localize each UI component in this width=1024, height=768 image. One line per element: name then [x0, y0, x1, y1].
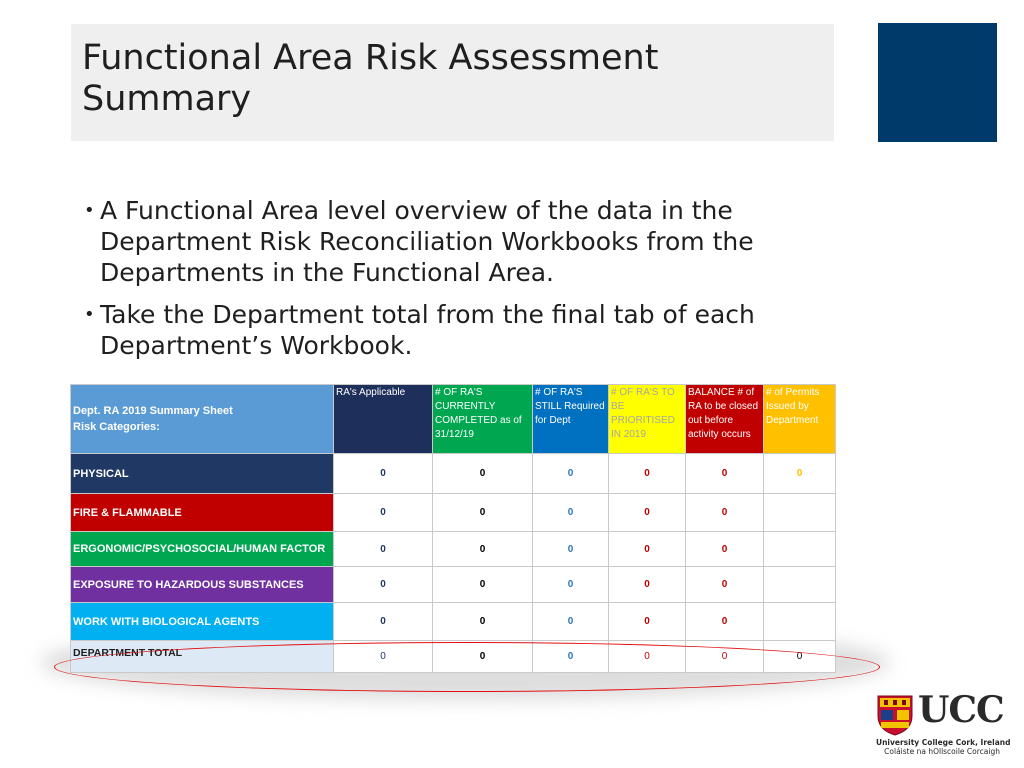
title-box [71, 24, 834, 141]
corner-accent-block [878, 23, 997, 142]
table-cell: 0 [334, 603, 433, 641]
table-cell: 0 [609, 454, 686, 494]
table-cell: 0 [334, 454, 433, 494]
table-cell: 0 [533, 532, 609, 567]
table-row [71, 532, 836, 567]
table-cell: 0 [533, 603, 609, 641]
risk-summary-table [70, 384, 836, 673]
table-cell: 0 [533, 454, 609, 494]
table-cell: 0 [764, 454, 836, 494]
total-cell: 0 [334, 641, 433, 673]
table-cell: 0 [433, 494, 533, 532]
table-cell: 0 [609, 567, 686, 603]
table-cell: 0 [609, 603, 686, 641]
table-cell: 0 [609, 532, 686, 567]
table-header-row [71, 385, 836, 454]
table-row [71, 494, 836, 532]
logo-subtitle-ga: Coláiste na hOllscoile Corcaigh [884, 747, 1000, 756]
total-cell: 0 [686, 641, 764, 673]
table-cell: 0 [609, 494, 686, 532]
total-cell: 0 [764, 641, 836, 673]
table-cell: 0 [433, 532, 533, 567]
table-row [71, 454, 836, 494]
bullet-item: • Take the Department total from the final tab of each Department’s Workbook. [84, 300, 755, 360]
total-label: DEPARTMENT TOTAL [71, 641, 334, 673]
table-cell: 0 [533, 567, 609, 603]
header-ra-prioritised: # OF RA'S TO BE PRIORITISED IN 2019 [609, 385, 686, 454]
table-cell: 0 [533, 494, 609, 532]
header-ra-completed: # OF RA'S CURRENTLY COMPLETED as of 31/12/19 [433, 385, 533, 454]
table-cell: 0 [433, 603, 533, 641]
logo-subtitle-en: University College Cork, Ireland [876, 738, 1011, 747]
table-cell: 0 [433, 454, 533, 494]
row-label: PHYSICAL [71, 454, 334, 494]
total-cell: 0 [433, 641, 533, 673]
table-cell: 0 [686, 454, 764, 494]
table-cell: 0 [686, 494, 764, 532]
crest-icon [876, 694, 914, 736]
bullet-list [84, 195, 844, 372]
total-cell: 0 [609, 641, 686, 673]
table-cell [764, 532, 836, 567]
table-cell [764, 567, 836, 603]
table-cell: 0 [334, 532, 433, 567]
logo-wordmark: UCC [918, 689, 1004, 731]
bullet-dot-icon: • [84, 200, 95, 221]
row-label: ERGONOMIC/PSYCHOSOCIAL/HUMAN FACTOR [71, 532, 334, 567]
table-cell: 0 [686, 567, 764, 603]
slide-title: Functional Area Risk Assessment Summary [82, 38, 659, 119]
row-label: WORK WITH BIOLOGICAL AGENTS [71, 603, 334, 641]
row-label: FIRE & FLAMMABLE [71, 494, 334, 532]
table-cell: 0 [334, 494, 433, 532]
bullet-item: • A Functional Area level overview of the data in the Department Risk Reconciliation Workbooks from the Departments in the Functional Area. [84, 196, 754, 287]
table-row [71, 567, 836, 603]
header-ra-applicable: RA's Applicable [334, 385, 433, 454]
corner-header: Dept. RA 2019 Summary Sheet Risk Categories: [71, 385, 334, 454]
table-cell: 0 [686, 603, 764, 641]
bullet-dot-icon: • [84, 304, 95, 325]
total-cell: 0 [533, 641, 609, 673]
header-balance: BALANCE # of RA to be closed out before activity occurs [686, 385, 764, 454]
total-highlight-ellipse [54, 642, 880, 692]
header-ra-still-required: # OF RA'S STILL Required for Dept [533, 385, 609, 454]
table-cell [764, 494, 836, 532]
table-cell: 0 [334, 567, 433, 603]
table-cell [764, 603, 836, 641]
table-cell: 0 [686, 532, 764, 567]
header-permits: # of Permits Issued by Department [764, 385, 836, 454]
table-cell: 0 [433, 567, 533, 603]
ucc-logo [876, 689, 1011, 756]
table-row [71, 603, 836, 641]
row-label: EXPOSURE TO HAZARDOUS SUBSTANCES [71, 567, 334, 603]
